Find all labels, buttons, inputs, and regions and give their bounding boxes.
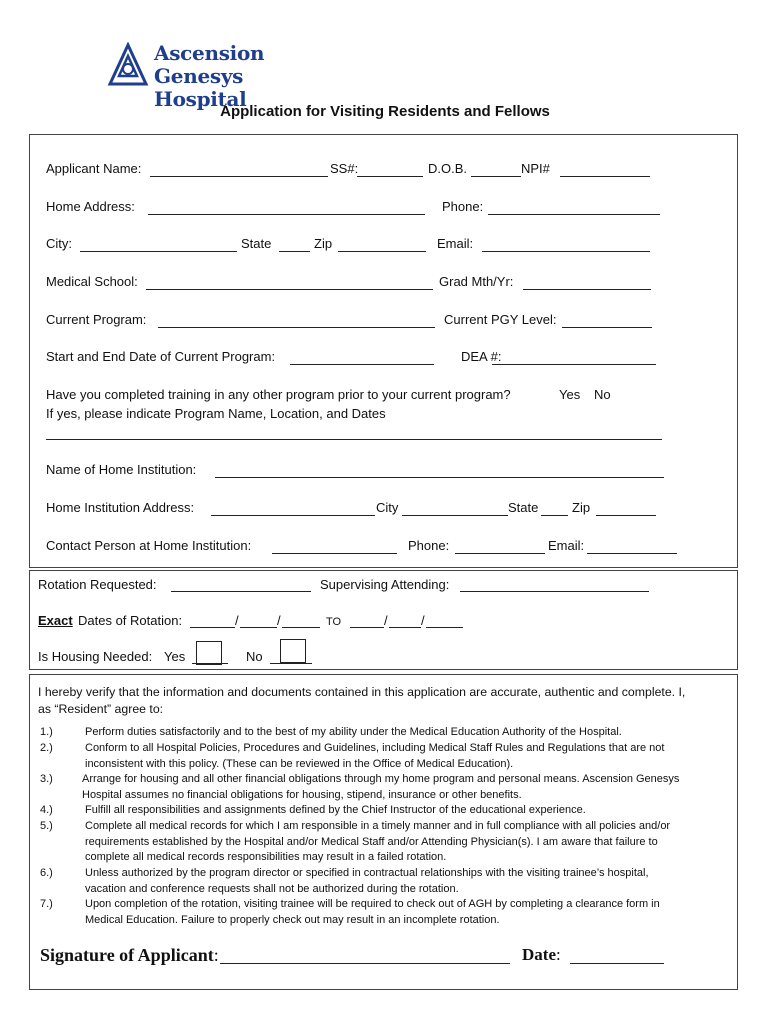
end-slash-2: / (421, 613, 425, 628)
start-month-field[interactable] (190, 627, 235, 628)
state2-label: State (508, 500, 539, 515)
dob-field[interactable] (471, 176, 521, 177)
dob-label: D.O.B. (428, 161, 468, 176)
dea-label: DEA #: (461, 349, 502, 364)
start-slash-2: / (277, 613, 281, 628)
home-institution-field[interactable] (215, 477, 664, 478)
rotation-requested-field[interactable] (171, 591, 311, 592)
end-month-field[interactable] (350, 627, 384, 628)
npi-field[interactable] (560, 176, 650, 177)
home-institution-address-field[interactable] (211, 515, 375, 516)
grad-field[interactable] (523, 289, 651, 290)
agreement-item-text: complete all medical records responsibilities may result in a failed rotation. (85, 851, 447, 864)
start-year-field[interactable] (282, 627, 320, 628)
current-program-field[interactable] (158, 327, 435, 328)
city2-label: City (376, 500, 399, 515)
city-label: City: (46, 236, 72, 251)
medical-school-label: Medical School: (46, 274, 138, 289)
page-title: Application for Visiting Residents and Fellows (220, 103, 550, 120)
dates-of-rotation-label: Dates of Rotation: (78, 613, 183, 628)
city-field[interactable] (80, 251, 237, 252)
training-question: Have you completed training in any other program prior to your current program? (46, 387, 511, 402)
agreement-item-text: Complete all medical records for which I am responsible in a timely manner and in full compliance with all policies and/or (85, 820, 671, 832)
agreement-item-number: 2.) (40, 742, 53, 754)
agreement-item-number: 6.) (40, 867, 53, 879)
exact-label: Exact (38, 613, 73, 628)
housing-yes-checkbox[interactable] (196, 641, 222, 665)
home-address-field[interactable] (148, 214, 425, 215)
end-slash-1: / (384, 613, 388, 628)
signature-field[interactable] (220, 963, 510, 964)
training-yes-option[interactable]: Yes (559, 387, 581, 402)
ss-field[interactable] (357, 176, 423, 177)
phone2-label: Phone: (408, 538, 450, 553)
if-yes-instruction: If yes, please indicate Program Name, Location, and Dates (46, 406, 386, 421)
logo-text (154, 42, 334, 111)
contact-person-label: Contact Person at Home Institution: (46, 538, 252, 553)
start-slash-1: / (235, 613, 239, 628)
housing-needed-label: Is Housing Needed: (38, 649, 153, 664)
state-label: State (241, 236, 272, 251)
pgy-label: Current PGY Level: (444, 312, 557, 327)
date-field[interactable] (570, 963, 664, 964)
agreement-item-number: 5.) (40, 820, 53, 832)
agreement-item-text: Perform duties satisfactorily and to the best of my ability under the Medical Education Authority of the Hospital. (85, 726, 622, 738)
start-day-field[interactable] (240, 627, 277, 628)
agreement-item-number: 4.) (40, 804, 53, 816)
agreement-item-text: Conform to all Hospital Policies, Procedures and Guidelines, including Medical Staff Rules and Regulations that are not (85, 742, 665, 754)
ascension-logo-icon (106, 42, 150, 88)
agreement-item-text: vacation and conference requests shall not be authorized during the rotation. (85, 882, 459, 895)
rotation-requested-label: Rotation Requested: (38, 577, 157, 592)
agreement-item-text: Hospital assumes no financial obligations for housing, stipend, insurance or other benefits. (82, 788, 522, 801)
home-institution-label: Name of Home Institution: (46, 462, 197, 477)
zip2-label: Zip (572, 500, 591, 515)
end-year-field[interactable] (426, 627, 463, 628)
phone-field[interactable] (488, 214, 660, 215)
email-label: Email: (437, 236, 474, 251)
city2-field[interactable] (402, 515, 508, 516)
email2-label: Email: (548, 538, 585, 553)
applicant-name-field[interactable] (150, 176, 328, 177)
zip-label: Zip (314, 236, 333, 251)
agreement-item-text: Fulfill all responsibilities and assignments defined by the Chief Instructor of the educational experience. (85, 804, 586, 816)
state-field[interactable] (279, 251, 310, 252)
agreement-intro-2: as “Resident” agree to: (38, 702, 164, 716)
agreement-item-text: Medical Education. Failure to properly check out may result in an incomplete rotation. (85, 913, 500, 926)
housing-no-line (270, 663, 312, 664)
agreement-item-number: 7.) (40, 898, 53, 910)
applicant-name-label: Applicant Name: (46, 161, 142, 176)
contact-person-field[interactable] (272, 553, 397, 554)
state2-field[interactable] (541, 515, 568, 516)
housing-yes-line (192, 663, 228, 664)
agreement-intro-1: I hereby verify that the information and documents contained in this application are accurate, authentic and complete. I, (38, 685, 686, 699)
supervising-attending-label: Supervising Attending: (320, 577, 450, 592)
hospital-logo (104, 40, 334, 111)
start-end-label: Start and End Date of Current Program: (46, 349, 276, 364)
agreement-section (29, 674, 738, 990)
npi-label: NPI# (521, 161, 550, 176)
agreement-item-number: 1.) (40, 726, 53, 738)
dea-field[interactable] (492, 364, 656, 365)
training-no-option[interactable]: No (594, 387, 611, 402)
housing-no-label: No (246, 649, 263, 664)
supervising-attending-field[interactable] (460, 591, 649, 592)
email2-field[interactable] (587, 553, 677, 554)
zip2-field[interactable] (596, 515, 656, 516)
email-field[interactable] (482, 251, 650, 252)
phone-label: Phone: (442, 199, 484, 214)
agreement-item-text: Arrange for housing and all other financial obligations through my home program and personal means. Ascension Genesys (82, 773, 680, 785)
logo-line-1: Ascension (154, 41, 265, 65)
agreement-item-number: 3.) (40, 773, 53, 785)
agreement-item-text: Unless authorized by the program director or specified in contractual relationships with the visiting trainee’s hospital, (85, 867, 649, 879)
agreement-item-text: Upon completion of the rotation, visiting trainee will be required to check out of AGH by completing a clearance form in (85, 898, 660, 910)
end-day-field[interactable] (389, 627, 421, 628)
ss-label: SS#: (330, 161, 359, 176)
date-label: Date: (522, 945, 561, 964)
grad-label: Grad Mth/Yr: (439, 274, 514, 289)
current-program-label: Current Program: (46, 312, 147, 327)
applicant-info-section (29, 134, 738, 568)
phone2-field[interactable] (455, 553, 545, 554)
logo-line-2: Genesys Hospital (154, 64, 247, 111)
agreement-item-text: inconsistent with this policy. (These can be reviewed in the Office of Medical Education). (85, 757, 514, 770)
home-institution-address-label: Home Institution Address: (46, 500, 195, 515)
medical-school-field[interactable] (146, 289, 433, 290)
housing-no-checkbox[interactable] (280, 639, 306, 663)
prior-program-field[interactable] (46, 439, 662, 440)
signature-label: Signature of Applicant: (40, 945, 219, 965)
rotation-section (29, 570, 738, 670)
housing-yes-label: Yes (164, 649, 186, 664)
agreement-item-text: requirements established by the Hospital and/or Medical Staff and/or Attending Physician(s). I am aware that failure to (85, 835, 658, 848)
zip-field[interactable] (338, 251, 426, 252)
pgy-field[interactable] (562, 327, 652, 328)
home-address-label: Home Address: (46, 199, 135, 214)
to-label: TO (326, 616, 342, 628)
start-end-field[interactable] (290, 364, 434, 365)
